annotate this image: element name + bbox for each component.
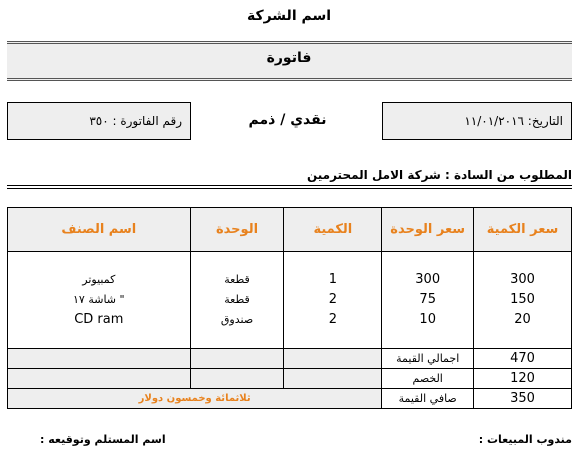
invoice-date: التاريخ: ١١/٠١/٢٠١٦: [464, 114, 563, 128]
net-label: صافي القيمة: [382, 389, 474, 409]
item-name-cell: [8, 252, 191, 349]
total-label: اجمالي القيمة: [382, 349, 474, 369]
table-body-row: [8, 252, 572, 349]
amount-in-words: ثلاثمائة وخمسون دولار: [8, 389, 382, 409]
payment-type: نقدي / ذمم: [248, 112, 327, 128]
table-cell: [284, 349, 382, 369]
table-cell: قطعة: [224, 293, 250, 306]
receiver-label: اسم المستلم وتوقيعه :: [40, 433, 166, 446]
unit-cell: [190, 252, 284, 349]
table-cell: [190, 349, 284, 369]
table-cell: [8, 349, 191, 369]
table-cell: [8, 369, 191, 389]
header-unit-price: سعر الوحدة: [382, 208, 474, 252]
unit-price-cell: [382, 252, 474, 349]
discount-label: الخصم: [382, 369, 474, 389]
header-unit: الوحدة: [190, 208, 284, 252]
table-cell: [284, 369, 382, 389]
discount-row: [8, 369, 572, 389]
table-cell: 300: [415, 272, 441, 287]
table-cell: 2: [328, 312, 337, 327]
invoice-number: رقم الفاتورة : ٣٥٠: [89, 114, 182, 128]
table-cell: 300: [510, 272, 535, 287]
document-title: فاتورة: [266, 50, 312, 66]
quantity-cell: [284, 252, 382, 349]
items-table: [7, 207, 572, 409]
invoice-number-box: [7, 102, 191, 140]
header-item-name: اسم الصنف: [8, 208, 191, 252]
header-quantity: الكمية: [284, 208, 382, 252]
table-cell: قطعة: [224, 273, 250, 286]
total-row: [8, 349, 572, 369]
table-cell: 75: [419, 292, 436, 307]
net-row: [8, 389, 572, 409]
table-cell: 1: [328, 272, 337, 287]
line-total-cell: [474, 252, 572, 349]
total-value: 470: [474, 349, 572, 369]
header-line-total: سعر الكمية: [474, 208, 572, 252]
table-cell: 20: [514, 312, 531, 327]
table-cell: كمبيوتر: [82, 273, 116, 286]
table-cell: صندوق: [220, 313, 254, 326]
table-cell: 150: [510, 292, 535, 307]
date-box: [382, 102, 572, 140]
table-cell: [190, 369, 284, 389]
sales-rep-label: مندوب المبيعات :: [478, 433, 572, 446]
table-cell: CD ram: [74, 312, 124, 327]
table-cell: 2: [328, 292, 337, 307]
table-header-row: [8, 208, 572, 252]
customer-line: المطلوب من السادة : شركة الامل المحترمين: [306, 168, 572, 182]
divider: [7, 185, 572, 186]
company-name: اسم الشركة: [246, 8, 332, 24]
net-value: 350: [474, 389, 572, 409]
table-cell: 10: [419, 312, 436, 327]
discount-value: 120: [474, 369, 572, 389]
table-cell: شاشة ١٧ ": [73, 293, 125, 306]
divider: [7, 188, 572, 189]
